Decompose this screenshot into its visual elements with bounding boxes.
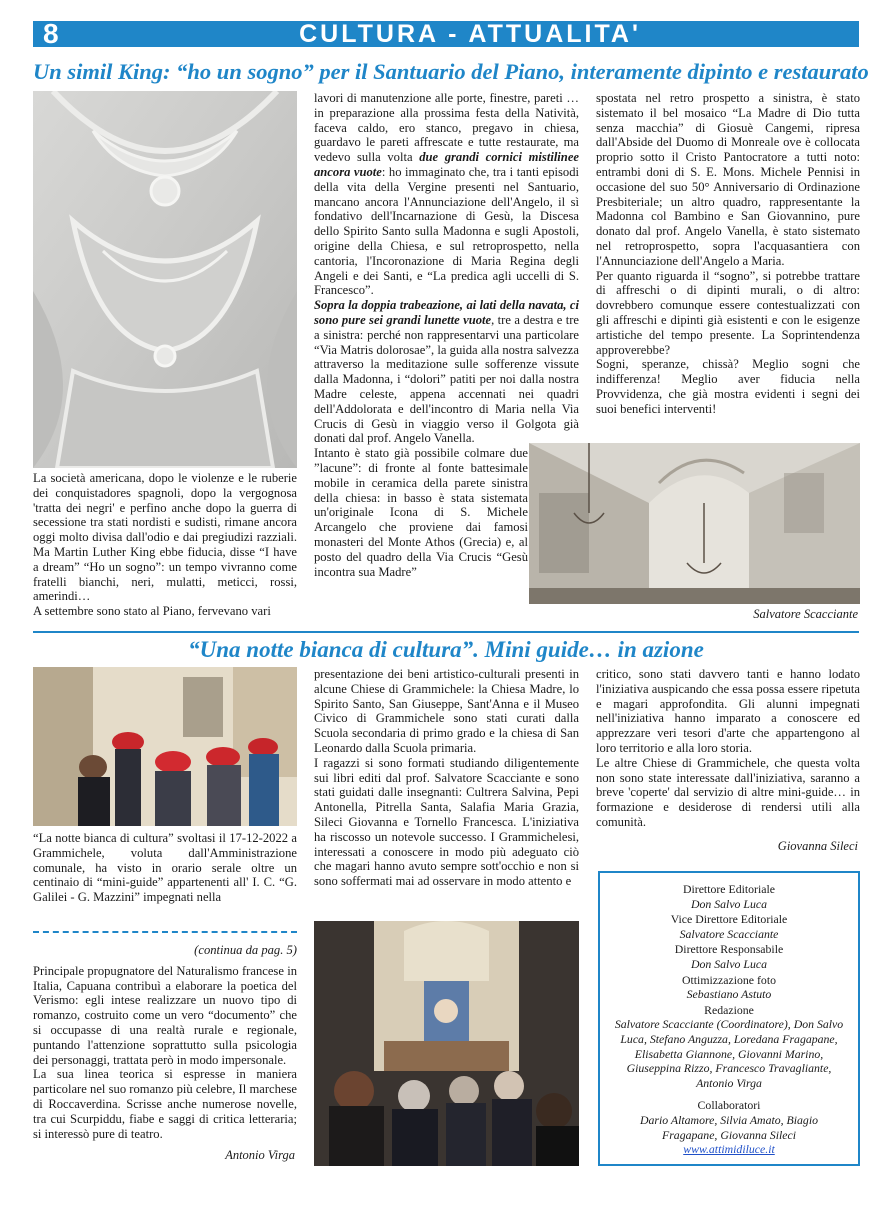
article1-emphasis-1: due grandi cornici mistilinee ancora vuote [314, 150, 579, 179]
continued-note: (continua da pag. 5) [194, 943, 297, 957]
mini-guides-photo [33, 667, 297, 826]
article1-headline: Un simil King: “ho un sogno” per il Santuario del Piano, interamente dipinto e restaurato [33, 59, 869, 84]
article1-col1 [33, 471, 297, 619]
article1-col3 [596, 91, 860, 417]
masthead-item: Vice Direttore Editoriale Salvatore Scacciante [670, 912, 788, 941]
article1-col3-para1: spostata nel retro prospetto a sinistra, è stato sistemato il bel mosaico “La Madre di Dio tutta senza macchia” di Giosuè Cangemi, ripresa dall'Abside del Duomo di Monreale ove è collocata proprio sotto il Cristo Pantocratore a tutti noto: entrambi doni di S. E. Mons. Michele Pennisi in occasione del suo 50° Anniversario di Ordinazione Presbiteriale; un altro quadro, rappresentante la Madonna col Bambino e San Giovannino, pure donato dal prof. Angelo Vanella, è stato sistemato nel retroprospetto, sopra l'acquasantiera con l'Annunciazione dell'Angelo a Maria. [596, 91, 860, 268]
article2-col3-para2: Le altre Chiese di Grammichele, che questa volta non sono state interessate dall'iniziativa, saranno a breve 'coperte' dal servizio di altre mini-guide… in formazione e desiderose di rendersi utili alla comunità. [596, 755, 860, 829]
article2-headline: “Una notte bianca di cultura”. Mini guide… in azione [188, 637, 704, 662]
article1-col3-para3: Sogni, speranze, chissà? Meglio sogni che indifferenza! Meglio aver fiducia nella Provvidenza, che già mostra evidenti i segni dei suoi benefici interventi! [596, 357, 860, 416]
ceiling-photo [33, 91, 297, 468]
article1-col1-para1: La società americana, dopo le violenze e le ruberie dei conquistadores spagnoli, dopo la vergognosa 'tratta dei negri' e perfino anche dopo la guerra di secessione tra stati nordisti e sudisti, rimane ancora oggi molto divisa dall'odio e dai pregiudizi razziali. Ma Martin Luther King ebbe fiducia, disse “I have a dream” “Ho un sogno”: un tempo vivranno come fratelli bianchi, neri, mulatti, meticci, rossi, amerindi… [33, 471, 297, 604]
page-number: 8 [43, 18, 59, 49]
article2-author: Giovanna Sileci [777, 839, 858, 853]
article1-emphasis-2: Sopra la doppia trabeazione, ai lati della navata, ci sono pure sei grandi lunette vuote [314, 298, 579, 327]
article2-col1: “La notte bianca di cultura” svoltasi il 17-12-2022 a Grammichele, voluta dall'Amministrazione comunale, ha visto in orario serale oltre un centinaio di “mini-guide” appartenenti all' I. C. “G. Galilei - G. Mazzini” impegnati nella [33, 831, 297, 905]
article3-para1: Principale propugnatore del Naturalismo francese in Italia, Capuana contribuì a elaborare la poetica del Verismo: egli intese realizzare un nuovo tipo di romanzo, costruito come un vero “documento” che si occupasse di una realtà rurale e regionale, puntando l'attenzione soprattutto sulla psicologia dei personaggi, trattata però in modo impersonale. [33, 963, 297, 1067]
article2-col3 [596, 667, 860, 830]
masthead-item: Ottimizzazione foto Sebastiano Astuto [681, 972, 776, 1002]
article1-col2-para3: Intanto è stato già possibile colmare due ”lacune”: di fronte al fonte battesimale mobile in ceramica della parete sinistra della chiesa: in basso è stata sistemata un'originale Icona di S. Michele Arcangelo che proviene dai famosi monasteri del Monte Athos (Grecia) e, al posto del quadro della Via Crucis “Gesù incontra sua Madre” [314, 446, 528, 579]
section-title: CULTURA - ATTUALITA' [299, 20, 641, 48]
website-link[interactable]: www.attimidiluce.it [683, 1142, 775, 1157]
church-interior-photo [529, 443, 860, 604]
masthead-item: Redazione Salvatore Scacciante (Coordinatore), Don Salvo Luca, Stefano Anguzza, Loredana Fragapane, Elisabetta Giannone, Giovanni Marino, Giuseppina Rizzo, Francesco Travagliante, Antonio Virga [614, 1002, 844, 1090]
article2-col2 [314, 667, 579, 889]
article1-author: Salvatore Scacciante [753, 607, 858, 621]
article2-col3-para1: critico, sono stati davvero tanti e hanno lodato l'iniziativa auspicando che essa possa essere ripetuta e magari approfondita. Gli alunni impegnati nell'iniziativa hanno imparato a conoscere ed apprezzare veri tesori d'arte che appartengono al loro territorio e alla loro storia. [596, 667, 860, 755]
divider-dotted [33, 931, 297, 933]
article3-para2: La sua linea teorica si espresse in maniera particolare nel suo romanzo più celebre, Il marchese di Roccaverdina. Scrisse anche numerose novelle, tra cui Scurpiddu, fiabe e saggi di critica letteraria; si interessò pure di teatro. [33, 1067, 297, 1141]
divider [33, 631, 859, 633]
article3 [33, 943, 297, 1141]
bishop-visit-photo [314, 921, 579, 1166]
masthead-item: Direttore Responsabile Don Salvo Luca [674, 942, 784, 971]
article3-author: Antonio Virga [225, 1148, 295, 1162]
masthead-item: Collaboratori Dario Altamore, Silvia Amato, Biagio Fragapane, Giovanna Sileci [639, 1098, 819, 1142]
masthead-box [598, 871, 860, 1166]
article1-col2-body: lavori di manutenzione alle porte, finestre, pareti … in preparazione alla prossima festa della Natività, faceva caldo, ero stanco, pregavo in chiesa, guardavo le pareti affrescate e tutte restaurate, ma vedevo sulla volta due grandi cornici mistilinee ancora vuote: ho immaginato che, tra i tanti episodi della vita della Vergine presenti nel Santuario, mancano ancora l'Annunciazione dell'Angelo, il sì fondativo dell'Incarnazione di Gesù, la Discesa dello Spirito Santo sulla Madonna e sugli Apostoli, origine della Chiesa, e sul retroprospetto, nella cantoria, l'Incoronazione di Maria Regina degli Angeli e dei Santi, e “La predica agli uccelli di S. Francesco”. [314, 91, 579, 298]
article1-col1-para2: A settembre sono stato al Piano, fervevano vari [33, 604, 271, 619]
article1-col3-para2: Per quanto riguarda il “sogno”, si potrebbe trattare di affreschi o di dipinti murali, o di altro: dovrebbero comunque essere contestualizzati con gli affreschi e dipinti già esistenti e con le esigenze artistiche del tempo presente. La Soprintendenza approverebbe? [596, 268, 860, 357]
masthead-item: Direttore Editoriale Don Salvo Luca [682, 882, 776, 911]
article2-col2-para2: I ragazzi si sono formati studiando diligentemente sui libri editi dal prof. Salvatore Scacciante e sono stati guidati dalle insegnanti: Cultrera Salvina, Pepi Antonella, Pitrella Santa, Salafia Maria Grazia, Sileci Giovanna e Tornello Francesca. L'iniziativa ha riscosso un notevole successo. I Grammichelesi, interessati a conoscere in modo più adeguato ciò che magari hanno avuto sempre sott'occhio e non si sono soffermati mai ad osservare in modo attento e [314, 755, 579, 889]
article1-col2-para2: Sopra la doppia trabeazione, ai lati della navata, ci sono pure sei grandi lunette vuote, tre a destra e tre a sinistra: perché non rappresentarvi una particolare “Via Matris dolorosae”, la guida alla nostra salvezza attraverso la meditazione sulle sofferenze vissute dalla Madonna, i “dolori” patiti per noi dalla nostra Madre celeste, appena accennati nei quadri dell'Addolorata e dell'incontro di Maria nella Via Crucis di Gesù in viaggio verso il Golgota già donati dal prof. Angelo Vanella. [314, 298, 579, 446]
article2-col2-para1: presentazione dei beni artistico-culturali presenti in alcune Chiese di Grammichele: la Chiesa Madre, lo Spirito Santo, San Giuseppe, Sant'Anna e il Museo Civico di Grammichele sono stati curati dalla Scuola secondaria di primo grado e la chiesa di San Leonardo dalla Scuola primaria. [314, 667, 579, 755]
